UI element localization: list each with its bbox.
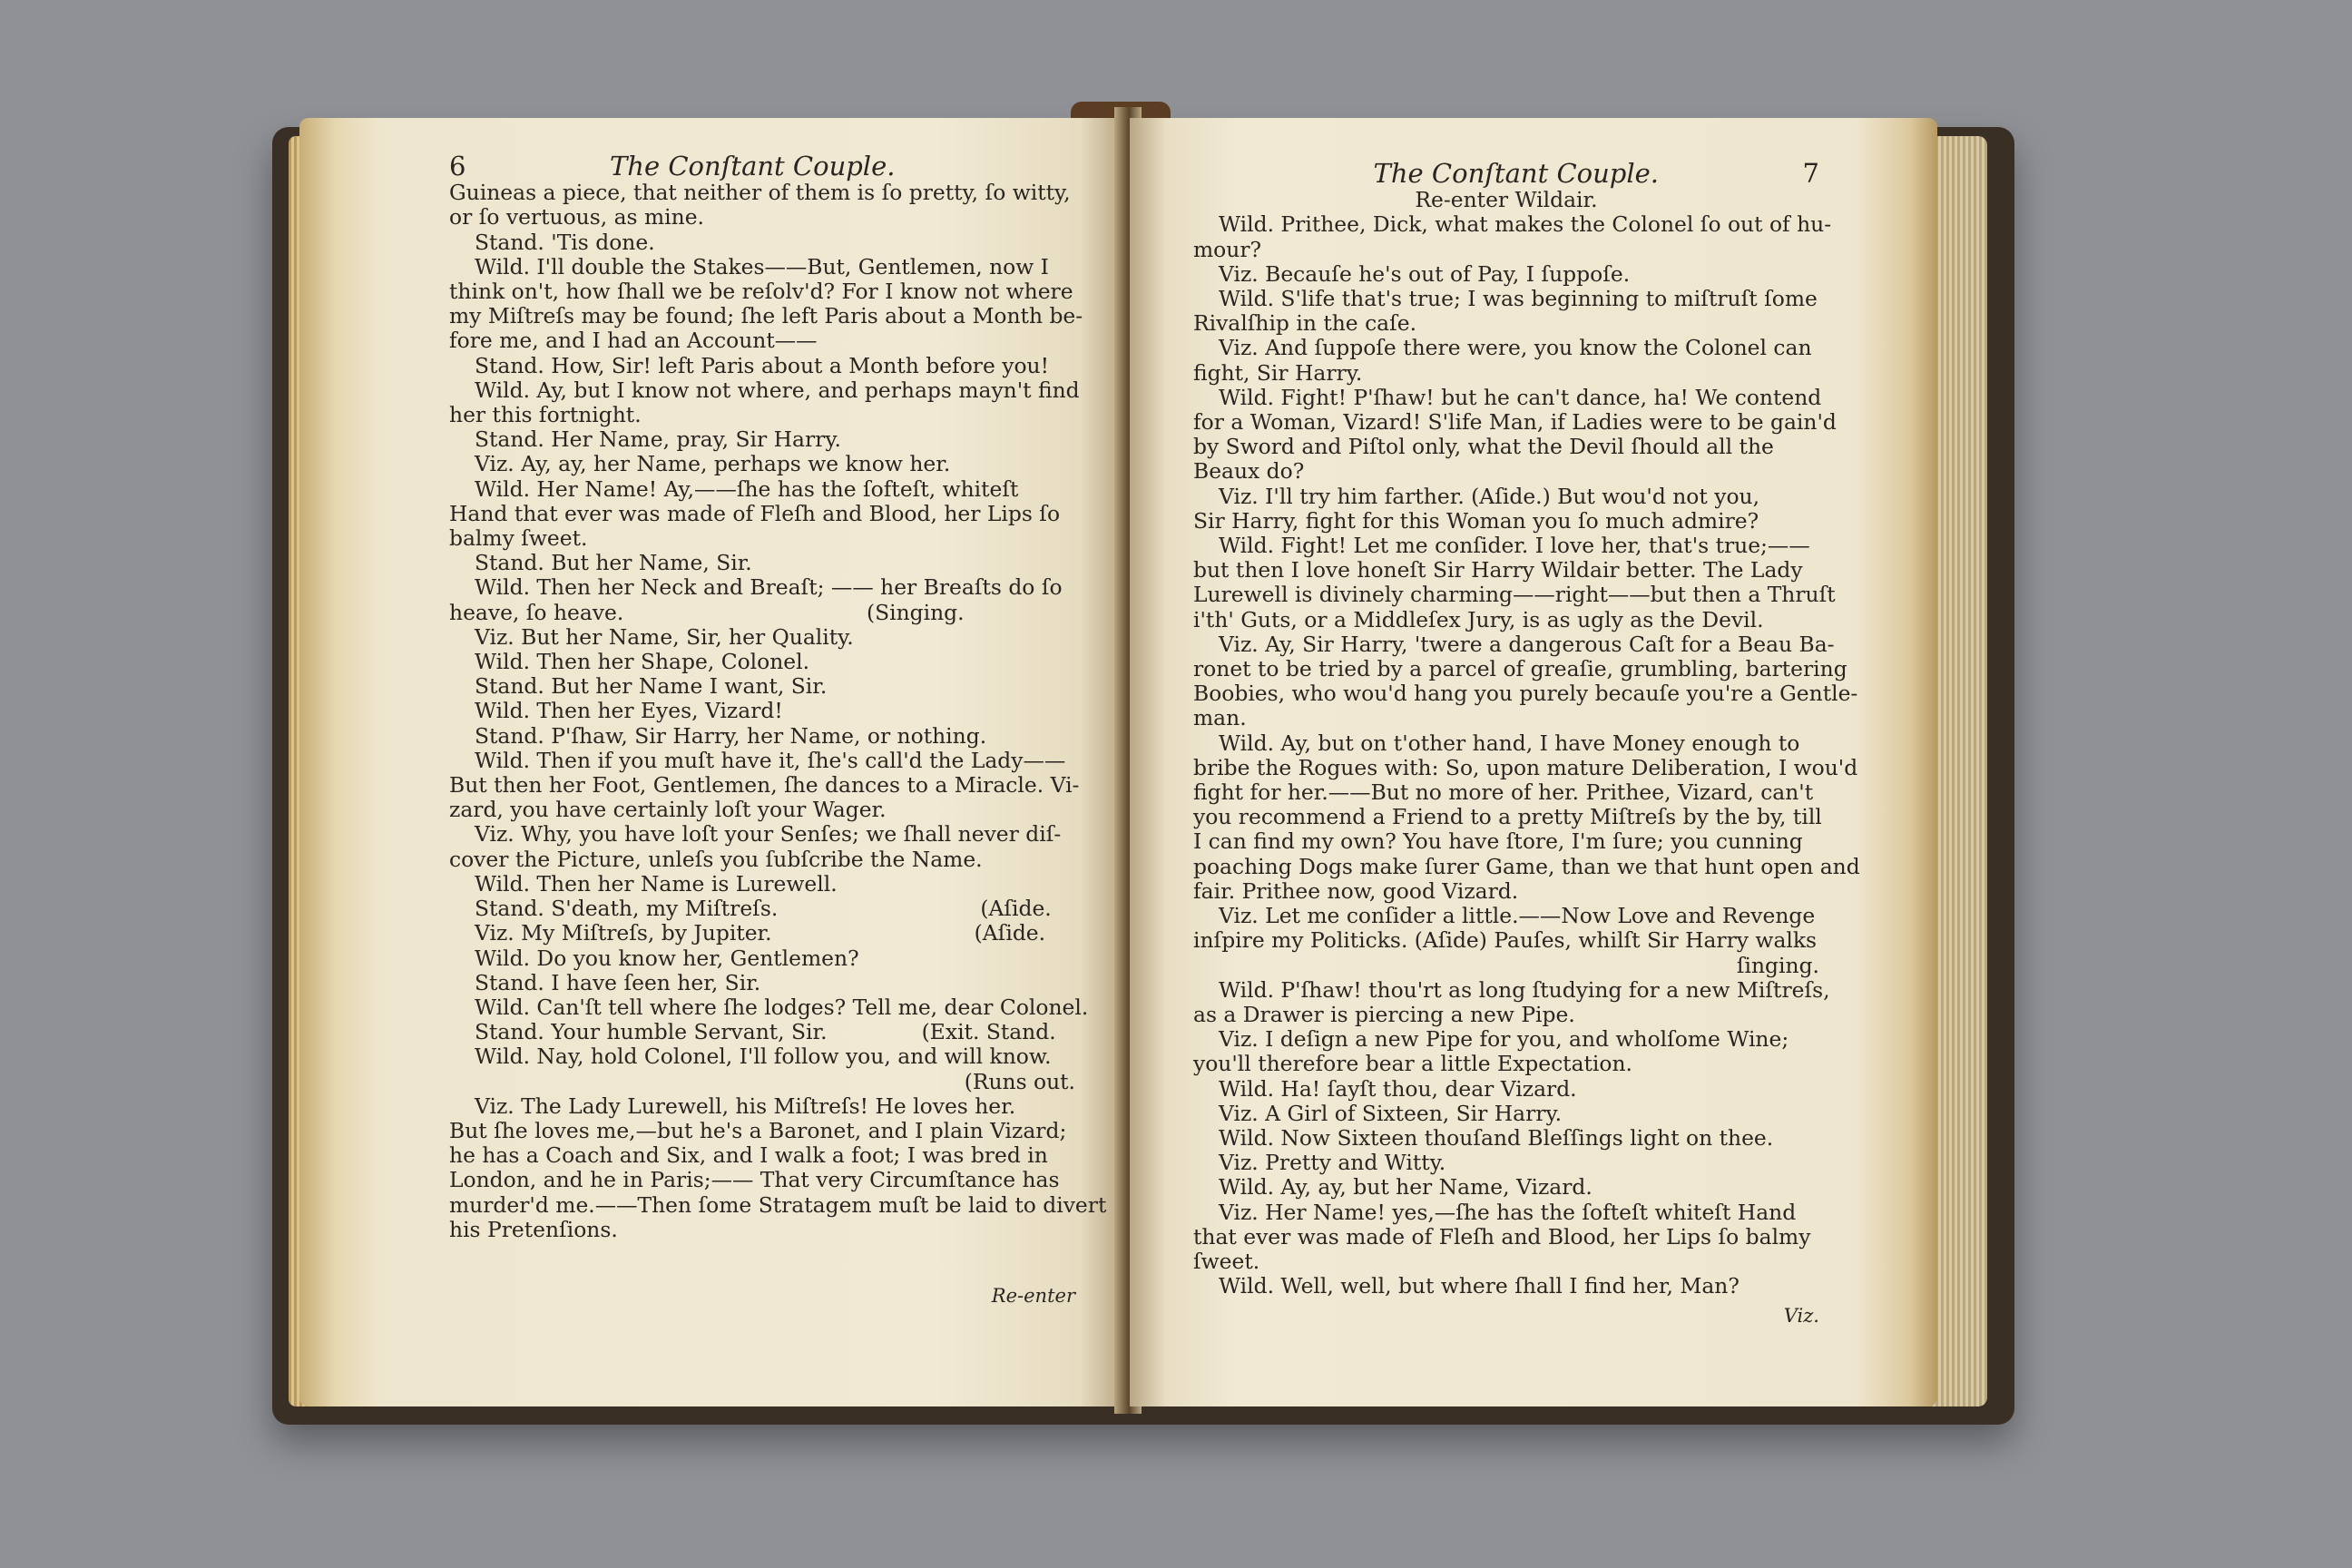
text-line: ſweet.	[1193, 1248, 1260, 1274]
text-line: Wild. Ay, but I know not where, and perhaps mayn't find	[475, 377, 1080, 403]
text-line: balmy ſweet.	[449, 525, 588, 552]
text-line: But then her Foot, Gentlemen, ſhe dances to a Miracle. Vi-	[449, 772, 1080, 799]
running-title: The Conſtant Couple.	[1373, 158, 1660, 189]
text-line: Boobies, who wou'd hang you purely becauſe you're a Gentle-	[1193, 681, 1858, 707]
text-line: Wild. Now Sixteen thouſand Bleſſings light on thee.	[1219, 1124, 1774, 1151]
text-line: Viz. Pretty and Witty.	[1219, 1150, 1446, 1176]
text-line: murder'd me.——Then ſome Stratagem muſt be laid to divert	[449, 1191, 1107, 1218]
right-page-text	[1193, 158, 1860, 1329]
text-line: (Runs out.	[964, 1068, 1075, 1094]
text-line: fore me, and I had an Account——	[449, 328, 818, 354]
text-line: Wild. Then her Shape, Colonel.	[475, 649, 810, 675]
text-line: Wild. Ay, ay, but her Name, Vizard.	[1219, 1174, 1592, 1200]
text-line: Wild. Nay, hold Colonel, I'll follow you, and will know.	[475, 1044, 1052, 1070]
text-line: fight, Sir Harry.	[1193, 359, 1363, 386]
text-line: heave, ſo heave. (Singing.	[449, 599, 965, 625]
text-line: by Sword and Piſtol only, what the Devil ſhould all the	[1193, 434, 1774, 460]
text-line: zard, you have certainly loſt your Wager.	[449, 797, 887, 823]
left-page-body	[449, 180, 1107, 1242]
text-line: Stand. Your humble Servant, Sir. (Exit. Stand.	[475, 1019, 1056, 1045]
text-line: you recommend a Friend to a pretty Miſtreſs by the by, till	[1193, 804, 1822, 830]
text-line: Wild. Then her Eyes, Vizard!	[475, 698, 783, 724]
text-line: I can find my own? You have ſtore, I'm ſure; you cunning	[1193, 828, 1803, 855]
text-line: her this fortnight.	[449, 402, 642, 428]
text-line: Viz. And ſuppoſe there were, you know the Colonel can	[1219, 335, 1812, 361]
text-line: Stand. P'ſhaw, Sir Harry, her Name, or nothing.	[475, 722, 987, 749]
text-line: his Pretenſions.	[449, 1216, 618, 1242]
page-number: 6	[449, 151, 466, 181]
text-line: London, and he in Paris;—— That very Circumſtance has	[449, 1167, 1060, 1193]
text-line: Viz. Her Name! yes,—ſhe has the ſofteſt whiteſt Hand	[1219, 1199, 1797, 1225]
text-line: Viz. My Miſtreſs, by Jupiter. (Aſide.	[475, 920, 1046, 946]
text-line: Stand. S'death, my Miſtreſs. (Aſide.	[475, 896, 1052, 922]
text-line: fight for her.——But no more of her. Prithee, Vizard, can't	[1193, 779, 1814, 806]
running-title: The Conſtant Couple.	[609, 151, 896, 181]
text-line: Wild. Well, well, but where ſhall I find her, Man?	[1219, 1273, 1740, 1299]
text-line: Wild. Her Name! Ay,——ſhe has the ſofteſt, whiteſt	[475, 475, 1019, 502]
left-page-text	[449, 151, 1107, 1308]
catchword: Viz.	[1783, 1305, 1819, 1328]
text-line: that ever was made of Fleſh and Blood, her Lips ſo balmy	[1193, 1223, 1811, 1250]
text-line: Wild. Can'ſt tell where ſhe lodges? Tell me, dear Colonel.	[475, 994, 1089, 1020]
text-line: inſpire my Politicks. (Aſide) Pauſes, whilſt Sir Harry walks	[1193, 927, 1818, 954]
text-line: Wild. Prithee, Dick, what makes the Colonel ſo out of hu-	[1219, 211, 1832, 238]
text-line: my Miſtreſs may be found; ſhe left Paris about a Month be-	[449, 303, 1083, 329]
text-line: for a Woman, Vizard! S'life Man, if Ladies were to be gain'd	[1193, 409, 1837, 436]
text-line: Beaux do?	[1193, 458, 1305, 485]
text-line: Wild. Do you know her, Gentlemen?	[475, 945, 859, 971]
left-page-header	[449, 151, 1075, 181]
page-number: 7	[1802, 158, 1819, 189]
text-line: Viz. Ay, Sir Harry, 'twere a dangerous Caſt for a Beau Ba-	[1219, 631, 1835, 657]
text-line: Wild. Fight! Let me conſider. I love her, that's true;——	[1219, 533, 1810, 559]
text-line: Viz. A Girl of Sixteen, Sir Harry.	[1219, 1100, 1563, 1126]
text-line: Rivalſhip in the caſe.	[1193, 310, 1417, 337]
text-line: Stand. 'Tis done.	[475, 229, 655, 255]
text-line: Wild. Ha! ſayſt thou, dear Vizard.	[1219, 1075, 1577, 1102]
right-page-body	[1193, 187, 1860, 1299]
text-line: Viz. But her Name, Sir, her Quality.	[475, 623, 854, 650]
text-line: or ſo vertuous, as mine.	[449, 204, 704, 230]
right-page	[1130, 118, 1937, 1406]
text-line: cover the Picture, unleſs you ſubſcribe the Name.	[449, 846, 983, 872]
text-line: he has a Coach and Six, and I walk a foot; I was bred in	[449, 1142, 1048, 1169]
text-line: Stand. But her Name, Sir.	[475, 550, 752, 576]
text-line: Wild. Ay, but on t'other hand, I have Money enough to	[1219, 730, 1800, 756]
text-line: Wild. I'll double the Stakes——But, Gentlemen, now I	[475, 253, 1049, 279]
left-page	[299, 118, 1125, 1406]
text-line: Viz. Why, you have loſt your Senſes; we ſhall never diſ-	[475, 821, 1062, 848]
text-line: Viz. Becauſe he's out of Pay, I ſuppoſe.	[1219, 260, 1631, 287]
text-line: Guineas a piece, that neither of them is ſo pretty, ſo witty,	[449, 180, 1071, 206]
text-line: i'th' Guts, or a Middleſex Jury, is as ugly as the Devil.	[1193, 606, 1764, 632]
text-line: ronet to be tried by a parcel of greaſie, grumbling, bartering	[1193, 656, 1847, 682]
text-line: Re-enter Wildair.	[1415, 187, 1598, 213]
right-page-header	[1193, 158, 1819, 189]
text-line: Lurewell is divinely charming——right——but then a Thruſt	[1193, 582, 1836, 608]
text-line: Hand that ever was made of Fleſh and Blood, her Lips ſo	[449, 500, 1061, 526]
text-line: But ſhe loves me,—but he's a Baronet, and I plain Vizard;	[449, 1117, 1067, 1143]
catchword: Re-enter	[991, 1284, 1075, 1307]
text-line: as a Drawer is piercing a new Pipe.	[1193, 1001, 1575, 1027]
text-line: ſinging.	[1736, 952, 1819, 978]
text-line: Wild. Then her Name is Lurewell.	[475, 870, 838, 897]
text-line: Wild. P'ſhaw! thou'rt as long ſtudying for a new Miſtreſs,	[1219, 976, 1830, 1003]
text-line: Viz. I'll try him farther. (Aſide.) But wou'd not you,	[1219, 483, 1760, 509]
text-line: Stand. Her Name, pray, Sir Harry.	[475, 426, 841, 453]
text-line: man.	[1193, 705, 1247, 731]
text-line: you'll therefore bear a little Expectation.	[1193, 1051, 1632, 1077]
text-line: poaching Dogs make ſurer Game, than we that hunt open and	[1193, 853, 1860, 879]
text-line: mour?	[1193, 236, 1262, 262]
text-line: Wild. S'life that's true; I was beginning to miſtruſt ſome	[1219, 286, 1818, 312]
text-line: Sir Harry, fight for this Woman you ſo much admire?	[1193, 507, 1759, 534]
text-line: Wild. Then her Neck and Breaſt; —— her Breaſts do ſo	[475, 574, 1063, 601]
text-line: think on't, how ſhall we be reſolv'd? For I know not where	[449, 279, 1073, 305]
text-line: fair. Prithee now, good Vizard.	[1193, 877, 1519, 904]
text-line: bribe the Rogues with: So, upon mature Deliberation, I wou'd	[1193, 754, 1858, 780]
text-line: Viz. Let me conſider a little.——Now Love and Revenge	[1219, 903, 1816, 929]
text-line: Viz. Ay, ay, her Name, perhaps we know her.	[475, 451, 951, 477]
text-line: Stand. But her Name I want, Sir.	[475, 673, 828, 700]
text-line: Wild. Then if you muſt have it, ſhe's call'd the Lady——	[475, 747, 1066, 773]
text-line: Viz. The Lady Lurewell, his Miſtreſs! He loves her.	[475, 1093, 1016, 1119]
text-line: but then I love honeſt Sir Harry Wildair better. The Lady	[1193, 557, 1803, 583]
text-line: Stand. I have ſeen her, Sir.	[475, 969, 761, 995]
text-line: Viz. I deſign a new Pipe for you, and wholſome Wine;	[1219, 1026, 1789, 1053]
text-line: Stand. How, Sir! left Paris about a Month before you!	[475, 352, 1049, 378]
text-line: Wild. Fight! P'ſhaw! but he can't dance, ha! We contend	[1219, 384, 1822, 410]
